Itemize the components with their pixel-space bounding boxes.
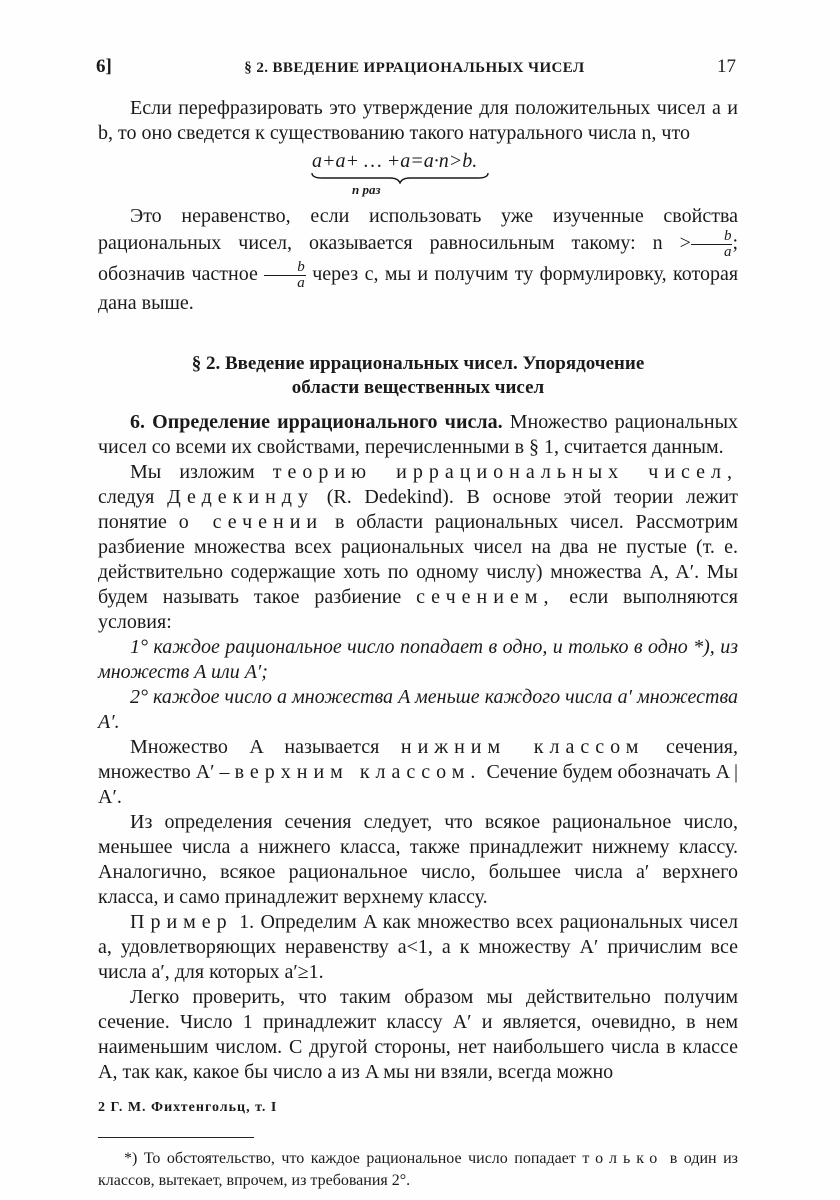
fraction-b-over-a-2: $\frac{b}{a}$ <box>264 260 306 291</box>
underbrace <box>310 172 490 184</box>
footnote: *) То обстоятельство, что каждое рациональное число попадает только в один из классов, вытекает, впрочем, из требования 2°. <box>98 1150 738 1189</box>
dedekind-paragraph: Мы изложим теорию иррациональных чисел, следуя Дедекинду (R. Dedekind). В основе этой теории лежит понятие о сечении в области рациональных чисел. Рассмотрим разбиение множества всех рациональных чисел на два не пустые (т. е. действительно содержащие хоть по одному числу) множества A, A′. Мы будем называть такое разбиение сечением, если выполняются условия: <box>98 461 739 633</box>
section-heading: § 2. Введение иррациональных чисел. Упорядочение области вещественных чисел <box>191 353 645 398</box>
display-formula <box>98 150 738 198</box>
section-mark: 6] <box>96 56 112 77</box>
condition-2: 2° каждое число a множества A меньше каждого числа a′ множества A′. <box>98 686 738 733</box>
verification-paragraph: Легко проверить, что таким образом мы действительно получим сечение. Число 1 принадлежит классу A′ и является, очевидно, в нем наименьшим числом. С другой стороны, нет наибольшего числа в классе A, так как, какое бы число a из A мы ни взяли, всегда можно <box>98 986 738 1083</box>
formula-expression: a+a+ … +a=a·n>b. <box>312 150 478 172</box>
running-section-title: § 2. ВВЕДЕНИЕ ИРРАЦИОНАЛЬНЫХ ЧИСЕЛ <box>244 60 585 76</box>
subsection-heading: 6. Определение иррационального числа. <box>130 411 503 433</box>
fraction-b-over-a: $\frac{b}{a}$ <box>691 229 733 260</box>
page-number: 17 <box>717 56 736 77</box>
classes-paragraph: Множество A называется нижним классом сечения, множество A′ – верхним классом. Сечение будем обозначать A | A′. <box>98 736 738 808</box>
underbrace-label: n раз <box>352 182 381 197</box>
intro-paragraph: Если перефразировать это утверждение для положительных чисел a и b, то оно сведется к существованию такого натурального числа n, что <box>98 97 738 144</box>
equivalence-paragraph: Это неравенство, если использовать уже изученные свойства рациональных чисел, оказывается равносильным такому: n > $\frac{b}{a}$ ; обозначив частное $\frac{b}{a}$ через c, мы и получим ту формулировку, которая дана выше. <box>98 205 739 314</box>
running-header <box>96 56 736 80</box>
page-body <box>98 96 738 1192</box>
definition-paragraph: 6. Определение иррационального числа. Множество рациональных чисел со всеми их свойствами, перечисленными в § 1, считается данным. <box>98 411 739 458</box>
printer-signature: 2 Г. М. Фихтенгольц, т. I <box>98 1100 278 1115</box>
example-paragraph: Пример 1. Определим A как множество всех рациональных чисел a, удовлетворяющих неравенству a<1, а к множеству A′ причислим все числа a′, для которых a′≥1. <box>98 911 739 983</box>
condition-1: 1° каждое рациональное число попадает в одно, и только в одно *), из множеств A или A′; <box>98 636 738 683</box>
footnote-rule <box>98 1137 254 1138</box>
consequence-paragraph: Из определения сечения следует, что всякое рациональное число, меньшее числа a нижнего класса, также принадлежит нижнему классу. Аналогично, всякое рациональное число, большее числа a′ верхнего класса, и само принадлежит верхнему классу. <box>98 811 738 908</box>
